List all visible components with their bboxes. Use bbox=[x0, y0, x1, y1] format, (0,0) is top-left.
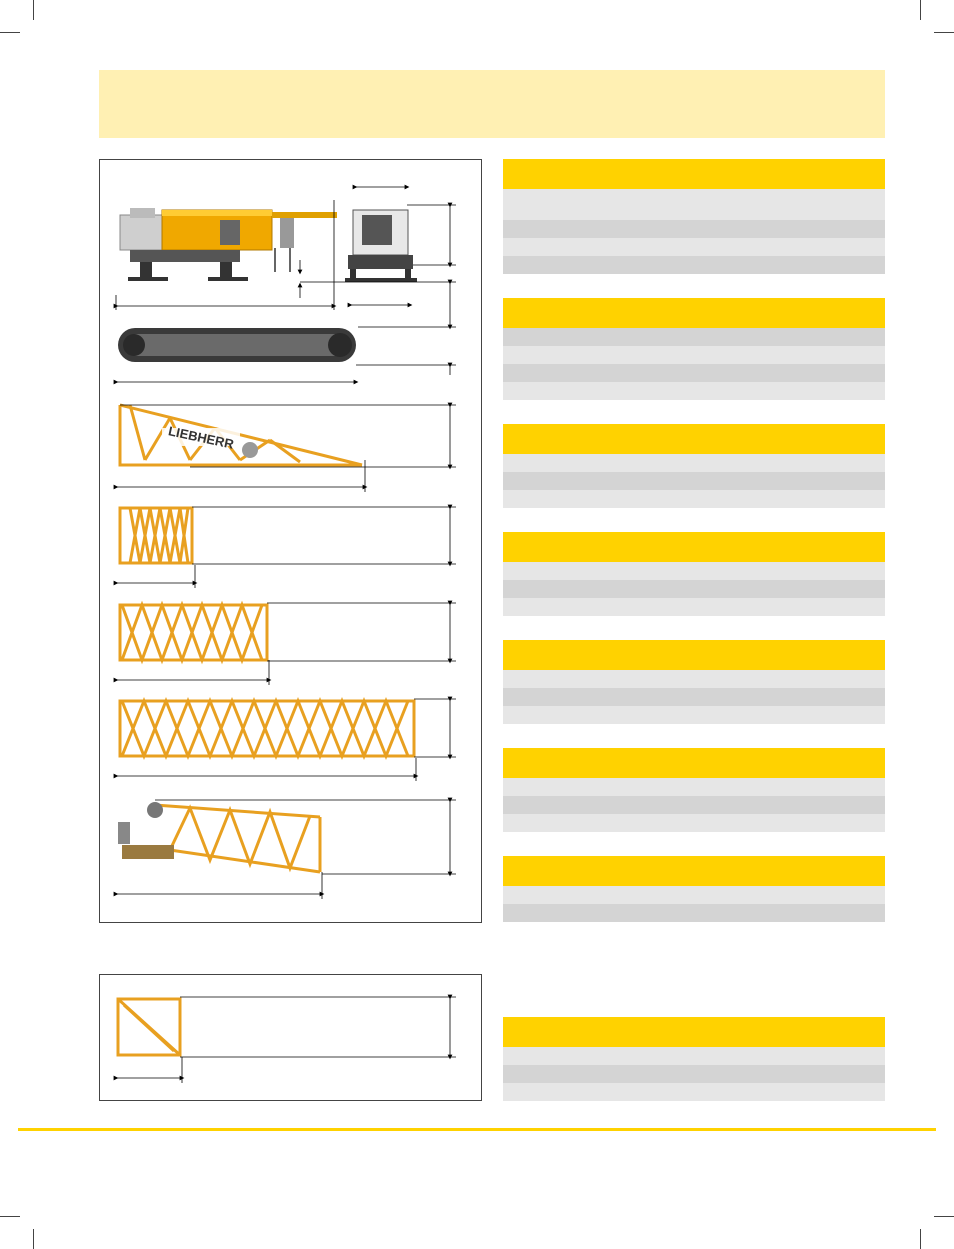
spec-table-basic-machine bbox=[503, 159, 885, 274]
table-row bbox=[503, 382, 885, 400]
boom-section-small-drawing bbox=[120, 508, 192, 563]
table-row bbox=[503, 220, 885, 238]
spec-table-crawler bbox=[503, 298, 885, 400]
boom-foot-drawing bbox=[120, 405, 362, 465]
table-row bbox=[503, 904, 885, 922]
table-row bbox=[503, 886, 885, 904]
table-row bbox=[503, 598, 885, 616]
table-row bbox=[503, 796, 885, 814]
table-row bbox=[503, 1083, 885, 1101]
crop-mark bbox=[934, 32, 954, 33]
table-row bbox=[503, 256, 885, 274]
table-header bbox=[503, 856, 885, 886]
crop-mark bbox=[33, 0, 34, 20]
table-row bbox=[503, 814, 885, 832]
crop-mark bbox=[0, 1216, 20, 1217]
boom-section-large-drawing bbox=[120, 701, 414, 756]
table-row bbox=[503, 1065, 885, 1083]
crane-components-drawing bbox=[100, 160, 481, 922]
spec-table-boom-foot bbox=[503, 424, 885, 508]
table-header bbox=[503, 748, 885, 778]
table-row bbox=[503, 1047, 885, 1065]
boom-head-drawing bbox=[118, 802, 320, 872]
table-header bbox=[503, 298, 885, 328]
jib-section-panel bbox=[99, 974, 482, 1101]
table-row bbox=[503, 580, 885, 598]
footer-rule bbox=[18, 1128, 936, 1131]
table-header bbox=[503, 159, 885, 189]
jib-section-drawing bbox=[100, 975, 481, 1100]
table-row bbox=[503, 688, 885, 706]
table-header bbox=[503, 532, 885, 562]
dimension-drawings-panel bbox=[99, 159, 482, 923]
crop-mark bbox=[934, 1216, 954, 1217]
crop-mark bbox=[920, 0, 921, 20]
spec-table-boom-head bbox=[503, 856, 885, 922]
spec-table-boom-medium bbox=[503, 640, 885, 724]
crawler-track-drawing bbox=[118, 328, 356, 362]
table-row bbox=[503, 562, 885, 580]
table-row bbox=[503, 189, 885, 220]
table-row bbox=[503, 778, 885, 796]
crop-mark bbox=[0, 32, 20, 33]
table-row bbox=[503, 706, 885, 724]
table-row bbox=[503, 346, 885, 364]
table-header bbox=[503, 424, 885, 454]
brand-logo: LIEBHERR bbox=[167, 423, 236, 452]
table-header bbox=[503, 1017, 885, 1047]
table-row bbox=[503, 670, 885, 688]
table-row bbox=[503, 472, 885, 490]
spec-table-boom-large bbox=[503, 748, 885, 832]
spec-table-jib-section bbox=[503, 1017, 885, 1101]
table-row bbox=[503, 238, 885, 256]
crop-mark bbox=[920, 1229, 921, 1249]
boom-section-medium-drawing bbox=[120, 605, 267, 660]
spec-table-boom-small bbox=[503, 532, 885, 616]
table-row bbox=[503, 328, 885, 346]
table-row bbox=[503, 454, 885, 472]
basic-machine-front-view bbox=[345, 210, 417, 282]
table-row bbox=[503, 490, 885, 508]
header-banner bbox=[99, 70, 885, 138]
table-header bbox=[503, 640, 885, 670]
pulley-icon bbox=[242, 442, 258, 458]
crop-mark bbox=[33, 1229, 34, 1249]
table-row bbox=[503, 364, 885, 382]
basic-machine-side-view bbox=[120, 208, 337, 281]
